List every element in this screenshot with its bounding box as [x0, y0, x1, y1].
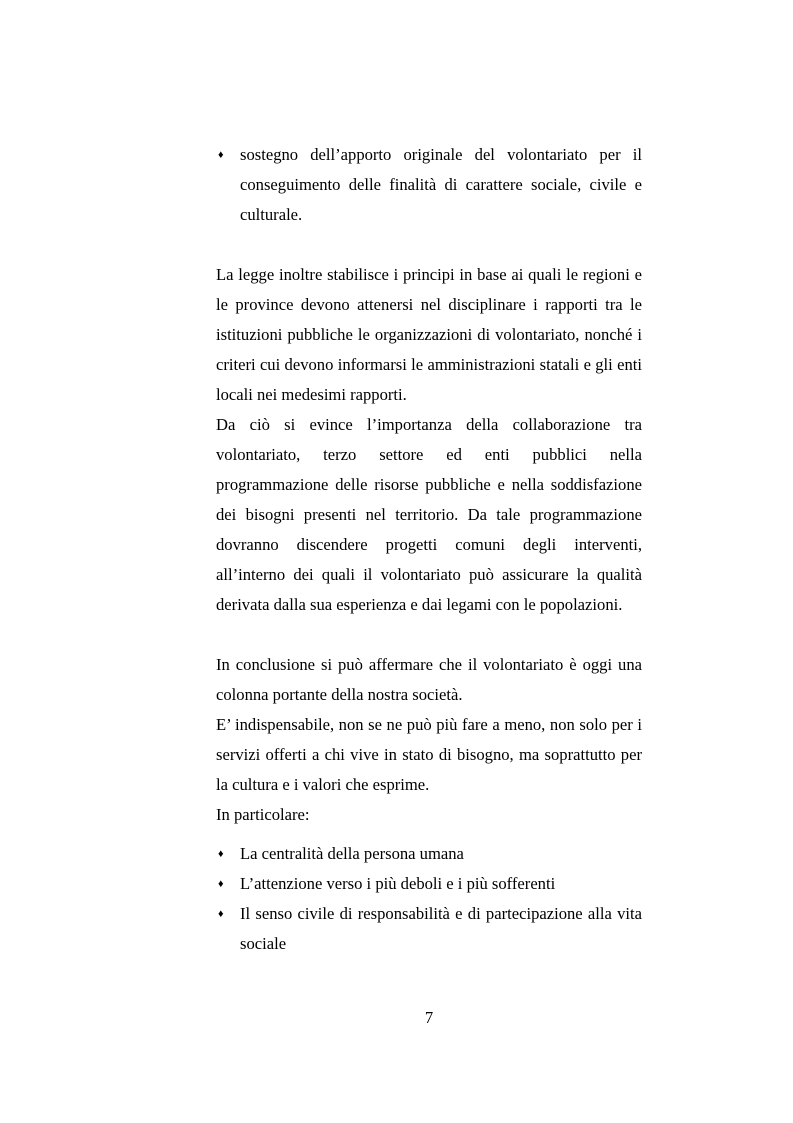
diamond-bullet-icon: ♦ — [218, 848, 224, 860]
paragraph-conclusione: In conclusione si può affermare che il volontariato è oggi una colonna portante della nostra società. — [216, 655, 642, 704]
paragraph-legge: La legge inoltre stabilisce i principi in base ai quali le regioni e le province devono attenersi nel disciplinare i rapporti tra le istituzioni pubbliche le organizzazioni di volontariato, nonché i criteri cui devono informarsi le amministrazioni statali e gli enti locali nei medesimi rapporti. — [216, 265, 642, 404]
paragraph-evince: Da ciò si evince l’importanza della collaborazione tra volontariato, terzo settore ed enti pubblici nella programmazione delle risorse pubbliche e nella soddisfazione dei bisogni presenti nel territorio. Da tale programmazione dovranno discendere progetti comuni degli interventi, all’interno dei quali il volontariato può assicurare la qualità derivata dalla sua esperienza e dai legami con le popolazioni. — [216, 415, 642, 614]
diamond-bullet-icon: ♦ — [218, 878, 224, 890]
list-item — [216, 839, 642, 869]
list-item-text: sostegno dell’apporto originale del volontariato per il conseguimento delle finalità di carattere sociale, civile e culturale. — [240, 145, 642, 224]
page-number: 7 — [424, 1008, 434, 1027]
list-item — [216, 140, 642, 230]
page-body — [216, 140, 642, 959]
diamond-bullet-icon: ♦ — [218, 149, 224, 161]
list-item-text: Il senso civile di responsabilità e di partecipazione alla vita sociale — [240, 904, 642, 953]
list-item-text: L’attenzione verso i più deboli e i più sofferenti — [240, 874, 556, 893]
bullet-list-bottom — [216, 839, 642, 959]
list-item — [216, 899, 642, 959]
list-item — [216, 869, 642, 899]
list-item-text: La centralità della persona umana — [240, 844, 464, 863]
diamond-bullet-icon: ♦ — [218, 908, 224, 920]
paragraph-in-particolare: In particolare: — [216, 805, 310, 824]
paragraph-indispensabile: E’ indispensabile, non se ne può più fare a meno, non solo per i servizi offerti a chi vive in stato di bisogno, ma soprattutto per la cultura e i valori che esprime. — [216, 715, 642, 794]
bullet-list-top — [216, 140, 642, 230]
